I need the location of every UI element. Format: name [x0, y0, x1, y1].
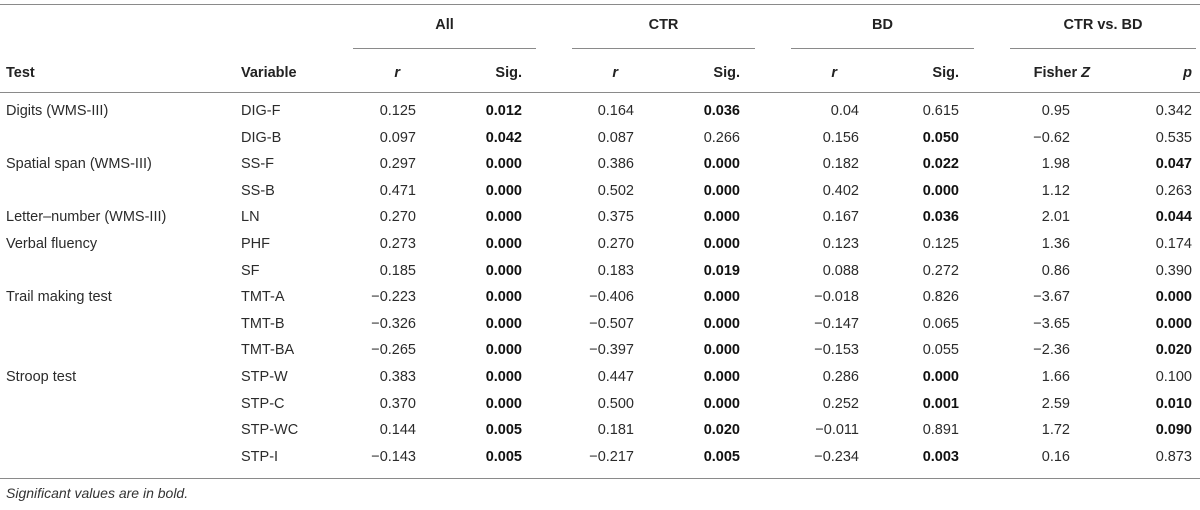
cell-bd-sig: 0.125 [922, 236, 959, 252]
cell-p: 0.390 [1155, 262, 1192, 279]
cell-bd-sig: 0.000 [922, 182, 959, 199]
cell-ctr-r: 0.164 [597, 103, 634, 119]
cell-test: Letter–number (WMS-III) [6, 209, 167, 226]
column-header-ctr-r: r [612, 65, 618, 81]
cell-bd-sig: 0.003 [922, 448, 959, 465]
cell-bd-r: 0.167 [822, 209, 859, 226]
cell-variable: PHF [241, 236, 270, 252]
table-bottom-rule [0, 478, 1200, 479]
cell-p: 0.342 [1155, 103, 1192, 119]
cell-ctr-sig: 0.266 [703, 129, 740, 146]
cell-bd-r: −0.147 [814, 315, 859, 332]
group-header-ctr: CTR [648, 17, 679, 33]
table-footnote: Significant values are in bold. [6, 485, 189, 501]
cell-bd-sig: 0.000 [922, 369, 959, 385]
cell-ctr-r: 0.087 [597, 129, 634, 146]
cell-all-sig: 0.000 [485, 236, 522, 252]
cell-ctr-sig: 0.019 [703, 262, 740, 279]
cell-bd-sig: 0.891 [922, 422, 959, 439]
cell-ctr-r: 0.270 [597, 236, 634, 252]
cell-ctr-r: −0.397 [589, 342, 634, 359]
cell-all-r: 0.097 [379, 129, 416, 146]
cell-bd-sig: 0.036 [922, 209, 959, 226]
cell-all-sig: 0.000 [485, 209, 522, 226]
column-header-all-r: r [394, 65, 400, 81]
cell-all-r: 0.185 [379, 262, 416, 279]
cell-fisher-z: 0.86 [1041, 262, 1070, 279]
cell-fisher-z: 0.16 [1041, 448, 1070, 465]
column-header-bd-sig: Sig. [932, 65, 959, 81]
cell-p: 0.100 [1155, 369, 1192, 385]
cell-variable: TMT-A [241, 289, 285, 306]
cell-bd-r: −0.153 [814, 342, 859, 359]
cell-p: 0.000 [1155, 289, 1192, 306]
cell-ctr-r: 0.500 [597, 395, 634, 412]
cell-ctr-sig: 0.000 [703, 236, 740, 252]
cell-p: 0.174 [1155, 236, 1192, 252]
cell-all-sig: 0.012 [485, 103, 522, 119]
cell-fisher-z: −2.36 [1033, 342, 1070, 359]
cell-p: 0.020 [1155, 342, 1192, 359]
fisher-z-symbol: Z [1081, 65, 1090, 81]
cell-p: 0.047 [1155, 156, 1192, 173]
cell-bd-r: −0.018 [814, 289, 859, 306]
cell-all-sig: 0.000 [485, 262, 522, 279]
group-rule-ctr [572, 48, 755, 49]
cell-p: 0.535 [1155, 129, 1192, 146]
cell-variable: DIG-B [241, 129, 282, 146]
cell-ctr-sig: 0.000 [703, 156, 740, 173]
cell-all-r: 0.273 [379, 236, 416, 252]
cell-fisher-z: 1.12 [1041, 182, 1070, 199]
column-header-test: Test [6, 65, 35, 81]
cell-all-r: 0.125 [379, 103, 416, 119]
cell-all-sig: 0.005 [485, 448, 522, 465]
cell-bd-sig: 0.065 [922, 315, 959, 332]
cell-bd-r: 0.286 [822, 369, 859, 385]
cell-ctr-r: −0.406 [589, 289, 634, 306]
cell-ctr-sig: 0.000 [703, 369, 740, 385]
cell-ctr-r: 0.183 [597, 262, 634, 279]
cell-all-r: 0.270 [379, 209, 416, 226]
cell-ctr-sig: 0.020 [703, 422, 740, 439]
cell-variable: STP-I [241, 448, 279, 465]
table-top-rule [0, 4, 1200, 5]
cell-ctr-sig: 0.000 [703, 315, 740, 332]
cell-all-r: 0.383 [379, 369, 416, 385]
cell-bd-r: 0.088 [822, 262, 859, 279]
cell-bd-sig: 0.055 [922, 342, 959, 359]
cell-ctr-r: 0.447 [597, 369, 634, 385]
cell-bd-r: 0.04 [830, 103, 859, 119]
cell-bd-r: 0.156 [822, 129, 859, 146]
cell-all-r: −0.326 [371, 315, 416, 332]
group-header-bd: BD [872, 17, 893, 33]
cell-all-r: 0.471 [379, 182, 416, 199]
cell-bd-sig: 0.615 [922, 103, 959, 119]
fisher-label: Fisher [1033, 65, 1082, 81]
cell-bd-sig: 0.050 [922, 129, 959, 146]
cell-variable: DIG-F [241, 103, 281, 119]
cell-test: Stroop test [6, 369, 77, 385]
cell-all-sig: 0.000 [485, 156, 522, 173]
column-header-variable: Variable [241, 65, 297, 81]
cell-all-sig: 0.000 [485, 369, 522, 385]
cell-variable: STP-WC [241, 422, 299, 439]
table-header-rule [0, 92, 1200, 93]
cell-all-r: −0.223 [371, 289, 416, 306]
cell-variable: SS-F [241, 156, 275, 173]
cell-all-sig: 0.000 [485, 342, 522, 359]
cell-fisher-z: 1.72 [1041, 422, 1070, 439]
cell-bd-sig: 0.826 [922, 289, 959, 306]
cell-fisher-z: 1.98 [1041, 156, 1070, 173]
cell-fisher-z: −3.65 [1033, 315, 1070, 332]
cell-fisher-z: −3.67 [1033, 289, 1070, 306]
cell-ctr-sig: 0.000 [703, 342, 740, 359]
cell-variable: STP-W [241, 369, 288, 385]
cell-ctr-sig: 0.000 [703, 182, 740, 199]
cell-all-sig: 0.042 [485, 129, 522, 146]
column-header-ctr-sig: Sig. [713, 65, 740, 81]
cell-all-r: 0.370 [379, 395, 416, 412]
cell-variable: SS-B [241, 182, 275, 199]
cell-ctr-r: 0.386 [597, 156, 634, 173]
cell-ctr-sig: 0.000 [703, 395, 740, 412]
cell-all-sig: 0.000 [485, 315, 522, 332]
cell-p: 0.044 [1155, 209, 1192, 226]
cell-fisher-z: −0.62 [1033, 129, 1070, 146]
cell-all-r: −0.265 [371, 342, 416, 359]
cell-all-sig: 0.000 [485, 289, 522, 306]
column-header-p: p [1183, 65, 1192, 81]
cell-bd-r: 0.402 [822, 182, 859, 199]
cell-test: Digits (WMS-III) [6, 103, 109, 119]
cell-all-r: 0.297 [379, 156, 416, 173]
cell-ctr-r: 0.181 [597, 422, 634, 439]
cell-bd-r: 0.123 [822, 236, 859, 252]
cell-test: Trail making test [6, 289, 112, 306]
cell-fisher-z: 2.01 [1041, 209, 1070, 226]
cell-bd-sig: 0.022 [922, 156, 959, 173]
cell-bd-r: 0.252 [822, 395, 859, 412]
cell-ctr-sig: 0.000 [703, 289, 740, 306]
cell-p: 0.873 [1155, 448, 1192, 465]
cell-ctr-r: −0.507 [589, 315, 634, 332]
cell-all-sig: 0.000 [485, 395, 522, 412]
cell-variable: TMT-B [241, 315, 285, 332]
cell-all-r: 0.144 [379, 422, 416, 439]
cell-fisher-z: 1.66 [1041, 369, 1070, 385]
cell-fisher-z: 1.36 [1041, 236, 1070, 252]
cell-ctr-sig: 0.000 [703, 209, 740, 226]
group-rule-bd [791, 48, 974, 49]
cell-fisher-z: 0.95 [1041, 103, 1070, 119]
cell-variable: SF [241, 262, 260, 279]
cell-ctr-r: 0.502 [597, 182, 634, 199]
cell-p: 0.010 [1155, 395, 1192, 412]
cell-fisher-z: 2.59 [1041, 395, 1070, 412]
cell-test: Verbal fluency [6, 236, 98, 252]
cell-bd-r: −0.234 [814, 448, 859, 465]
cell-bd-r: 0.182 [822, 156, 859, 173]
cell-ctr-r: −0.217 [589, 448, 634, 465]
cell-all-sig: 0.000 [485, 182, 522, 199]
cell-ctr-sig: 0.036 [703, 103, 740, 119]
cell-all-sig: 0.005 [485, 422, 522, 439]
group-header-ctr-vs-bd: CTR vs. BD [1063, 17, 1143, 33]
cell-all-r: −0.143 [371, 448, 416, 465]
column-header-fisher-z [990, 64, 1090, 82]
cell-ctr-sig: 0.005 [703, 448, 740, 465]
cell-bd-sig: 0.272 [922, 262, 959, 279]
cell-bd-r: −0.011 [815, 422, 859, 439]
cell-p: 0.090 [1155, 422, 1192, 439]
cell-variable: TMT-BA [241, 342, 295, 359]
column-header-bd-r: r [831, 65, 837, 81]
cell-bd-sig: 0.001 [922, 395, 959, 412]
cell-p: 0.263 [1155, 182, 1192, 199]
group-header-all: All [435, 17, 454, 33]
cell-variable: STP-C [241, 395, 285, 412]
group-rule-all [353, 48, 536, 49]
column-header-all-sig: Sig. [495, 65, 522, 81]
cell-test: Spatial span (WMS-III) [6, 156, 152, 173]
cell-ctr-r: 0.375 [597, 209, 634, 226]
cell-variable: LN [241, 209, 260, 226]
group-rule-ctr-vs-bd [1010, 48, 1196, 49]
cell-p: 0.000 [1155, 315, 1192, 332]
